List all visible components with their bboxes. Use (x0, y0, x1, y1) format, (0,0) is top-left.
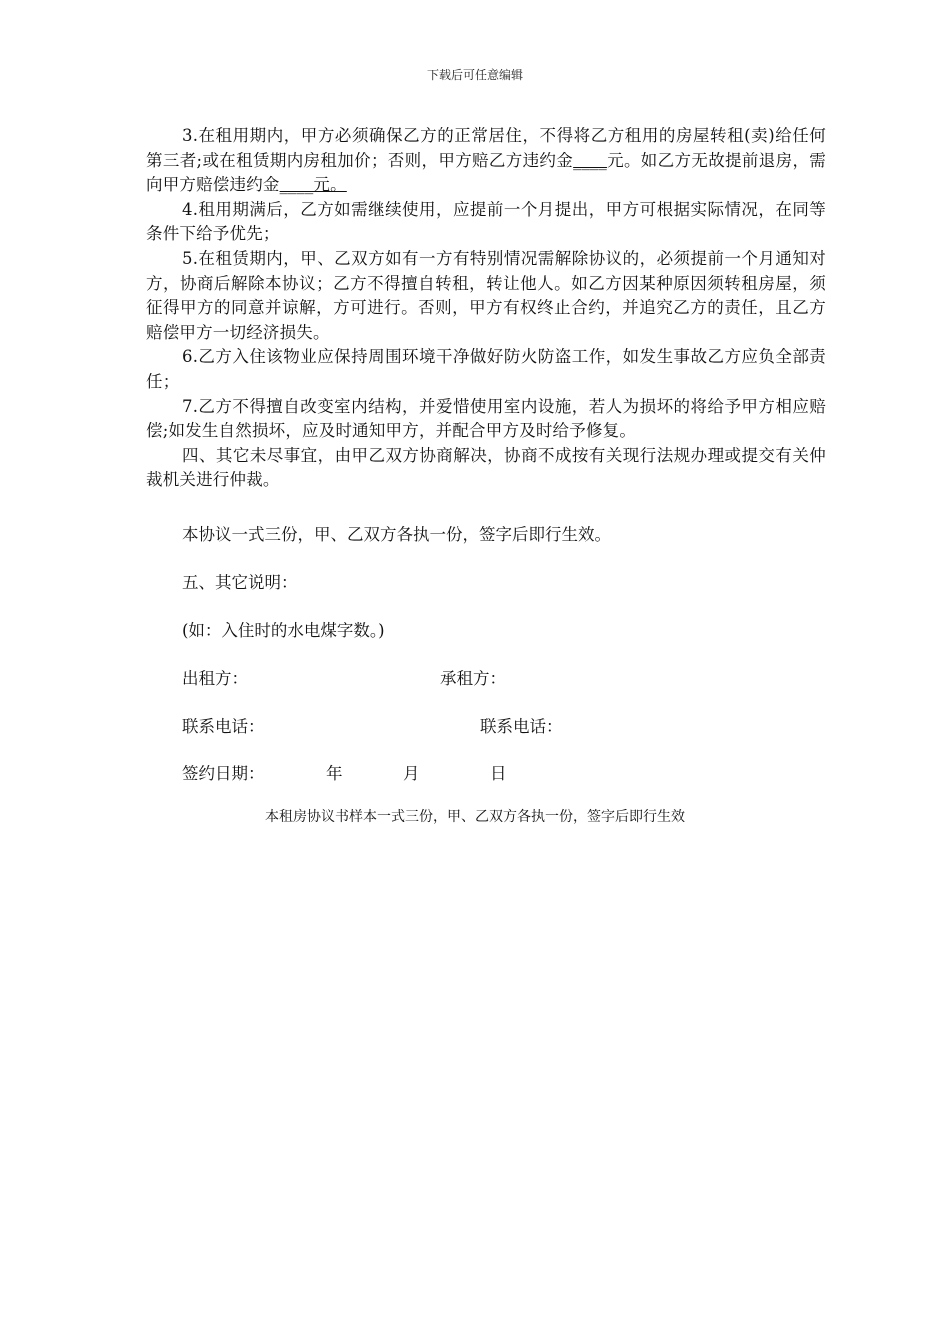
other-notes-title: 五、其它说明： (182, 573, 298, 592)
clause-other-matters: 四、其它未尽事宜，由甲乙双方协商解决，协商不成按有关现行法规办理或提交有关仲裁机关进行仲裁。 (146, 445, 826, 490)
clause-3-mid: 元。如乙方无故提前退房，需向甲方赔偿违约金 (146, 150, 826, 195)
clause-6: 6.乙方入住该物业应保持周围环境干净做好防火防盗工作，如发生事故乙方应负全部责任； (146, 347, 826, 391)
clause-7: 7.乙方不得擅自改变室内结构，并爱惜使用室内设施，若人为损坏的将给予甲方相应赔偿;如发生自然损坏，应及时通知甲方，并配合甲方及时给予修复。 (146, 396, 826, 441)
clause-3-text: 3.在租用期内，甲方必须确保乙方的正常居住，不得将乙方租用的房屋转租(卖)给任何第三者;或在租赁期内房租加价；否则，甲方赔乙方违约金 (146, 126, 826, 170)
clause-4: 4.租用期满后，乙方如需继续使用，应提前一个月提出，甲方可根据实际情况，在同等条件下给予优先； (146, 199, 826, 244)
date-year: 年 (326, 764, 343, 783)
clause-3 (146, 124, 826, 198)
clause-5: 5.在租赁期内，甲、乙双方如有一方有特别情况需解除协议的，必须提前一个月通知对方，协商后解除本协议；乙方不得擅自转租，转让他人。如乙方因某种原因须转租房屋，须征得甲方的同意并谅解，方可进行。否则，甲方有权终止合约，并追究乙方的责任，且乙方赔偿甲方一切经济损失。 (146, 248, 826, 342)
signing-date-label: 签约日期： (182, 764, 265, 783)
date-month: 月 (403, 764, 420, 783)
phone-label-lessee: 联系电话： (480, 717, 563, 736)
page-header: 下载后可任意编辑 (426, 68, 523, 82)
other-notes-example: (如：入住时的水电煤字数。) (182, 621, 385, 640)
penalty-blank-2: ____元。 (279, 175, 347, 195)
document-body (146, 124, 826, 493)
copies-statement: 本协议一式三份，甲、乙双方各执一份，签字后即行生效。 (182, 525, 611, 544)
date-day: 日 (490, 764, 507, 783)
lessee-label: 承租方： (440, 669, 506, 688)
penalty-blank-1: ____ (573, 150, 607, 170)
page-footer: 本租房协议书样本一式三份，甲、乙双方各执一份，签字后即行生效 (265, 809, 685, 825)
lessor-label: 出租方： (182, 669, 248, 688)
phone-label-lessor: 联系电话： (182, 717, 265, 736)
